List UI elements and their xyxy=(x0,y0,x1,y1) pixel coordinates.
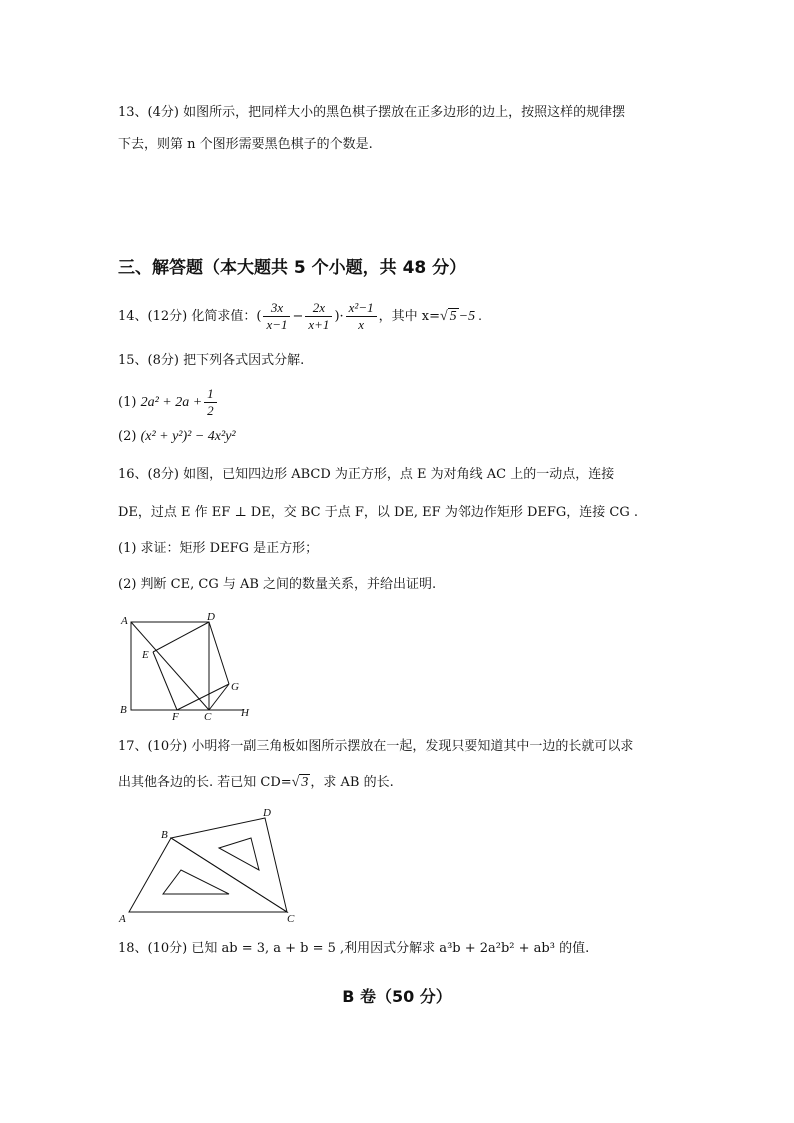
triangle-abc xyxy=(129,838,287,912)
q15-p1-label: (1) xyxy=(118,395,137,410)
q14-close: )· xyxy=(334,309,344,324)
q14-f3-den: x xyxy=(358,317,365,332)
q16-line2: DE，过点 E 作 EF ⊥ DE，交 BC 于点 F，以 DE, EF 为邻边作矩形 DEFG，连接 CG . xyxy=(118,505,639,520)
q14-fraction-3 xyxy=(346,300,377,333)
q16-figure xyxy=(115,610,260,725)
q14-tail: −5 . xyxy=(458,309,483,324)
b-section-title: B 卷（50 分） xyxy=(342,987,452,1006)
label-e: E xyxy=(142,649,149,661)
q15-p1-den: 2 xyxy=(207,403,214,418)
segment-de xyxy=(153,622,209,652)
q16-part2: (2) 判断 CE, CG 与 AB 之间的数量关系，并给出证明. xyxy=(118,577,437,592)
label-h: H xyxy=(241,707,249,719)
segment-cg xyxy=(209,684,229,710)
q17-line2-suffix: ，求 AB 的长. xyxy=(310,775,394,790)
q18-line: 18、(10分) 已知 ab = 3, a + b = 5 ,利用因式分解求 a³b + 2a²b² + ab³ 的值. xyxy=(118,941,590,956)
q15-p1-fraction xyxy=(204,386,217,419)
q14-fraction-1 xyxy=(263,300,290,333)
diagonal-ac xyxy=(131,622,209,710)
q17-line1: 17、(10分) 小明将一副三角板如图所示摆放在一起，发现只要知道其中一边的长就可以求 xyxy=(118,739,634,754)
label-a: A xyxy=(121,615,128,627)
q17-label-a: A xyxy=(119,913,126,925)
q17-label-b: B xyxy=(161,829,168,841)
label-d: D xyxy=(207,611,215,623)
q14-minus: − xyxy=(292,309,304,324)
q16-line1: 16、(8分) 如图，已知四边形 ABCD 为正方形，点 E 为对角线 AC 上的一动点，连接 xyxy=(118,467,615,482)
q17-label-c: C xyxy=(287,913,295,925)
q14-sqrt: √ 5 xyxy=(439,309,457,324)
triangle-abc-hole xyxy=(163,870,229,894)
q14-f2-num: 2x xyxy=(305,300,332,317)
q13-line1: 13、(4分) 如图所示，把同样大小的黑色棋子摆放在正多边形的边上，按照这样的规律摆 xyxy=(118,105,626,120)
q14-f1-num: 3x xyxy=(263,300,290,317)
triangle-bdc-hole xyxy=(219,838,259,870)
q15-p2-expr: (x² + y²)² − 4x²y² xyxy=(140,429,236,444)
q14-f2-den: x+1 xyxy=(308,317,330,332)
q15-part1 xyxy=(118,386,219,420)
q17-sqrt: √ 3 xyxy=(291,775,309,790)
q14-f3-num: x²−1 xyxy=(346,300,377,317)
q17-label-d: D xyxy=(263,807,271,819)
q14-mid: ，其中 x= xyxy=(378,309,440,324)
q17-figure xyxy=(115,800,315,925)
q14-line xyxy=(118,300,482,334)
q14-prefix: 14、(12分) 化简求值：( xyxy=(118,309,262,324)
triangle-bdc xyxy=(171,818,287,912)
q15-p2-label: (2) xyxy=(118,429,137,444)
q14-fraction-2 xyxy=(305,300,332,333)
q15-stem: 15、(8分) 把下列各式因式分解. xyxy=(118,353,305,368)
section-3-title: 三、解答题（本大题共 5 个小题，共 48 分） xyxy=(118,258,467,278)
label-f: F xyxy=(172,711,179,723)
q15-part2 xyxy=(118,428,236,446)
label-c: C xyxy=(204,711,212,723)
segment-dg xyxy=(209,622,229,684)
label-g: G xyxy=(231,681,239,693)
label-b: B xyxy=(120,704,127,716)
q14-f1-den: x−1 xyxy=(266,317,288,332)
q17-line2 xyxy=(118,774,394,792)
q16-part1: (1) 求证：矩形 DEFG 是正方形； xyxy=(118,541,319,556)
q13-line2: 下去，则第 n 个图形需要黑色棋子的个数是. xyxy=(118,137,373,152)
q15-p1-expr: 2a² + 2a + xyxy=(140,395,203,410)
q15-p1-num: 1 xyxy=(204,386,217,403)
segment-fg xyxy=(177,684,229,710)
q17-line2-prefix: 出其他各边的长. 若已知 CD= xyxy=(118,775,292,790)
